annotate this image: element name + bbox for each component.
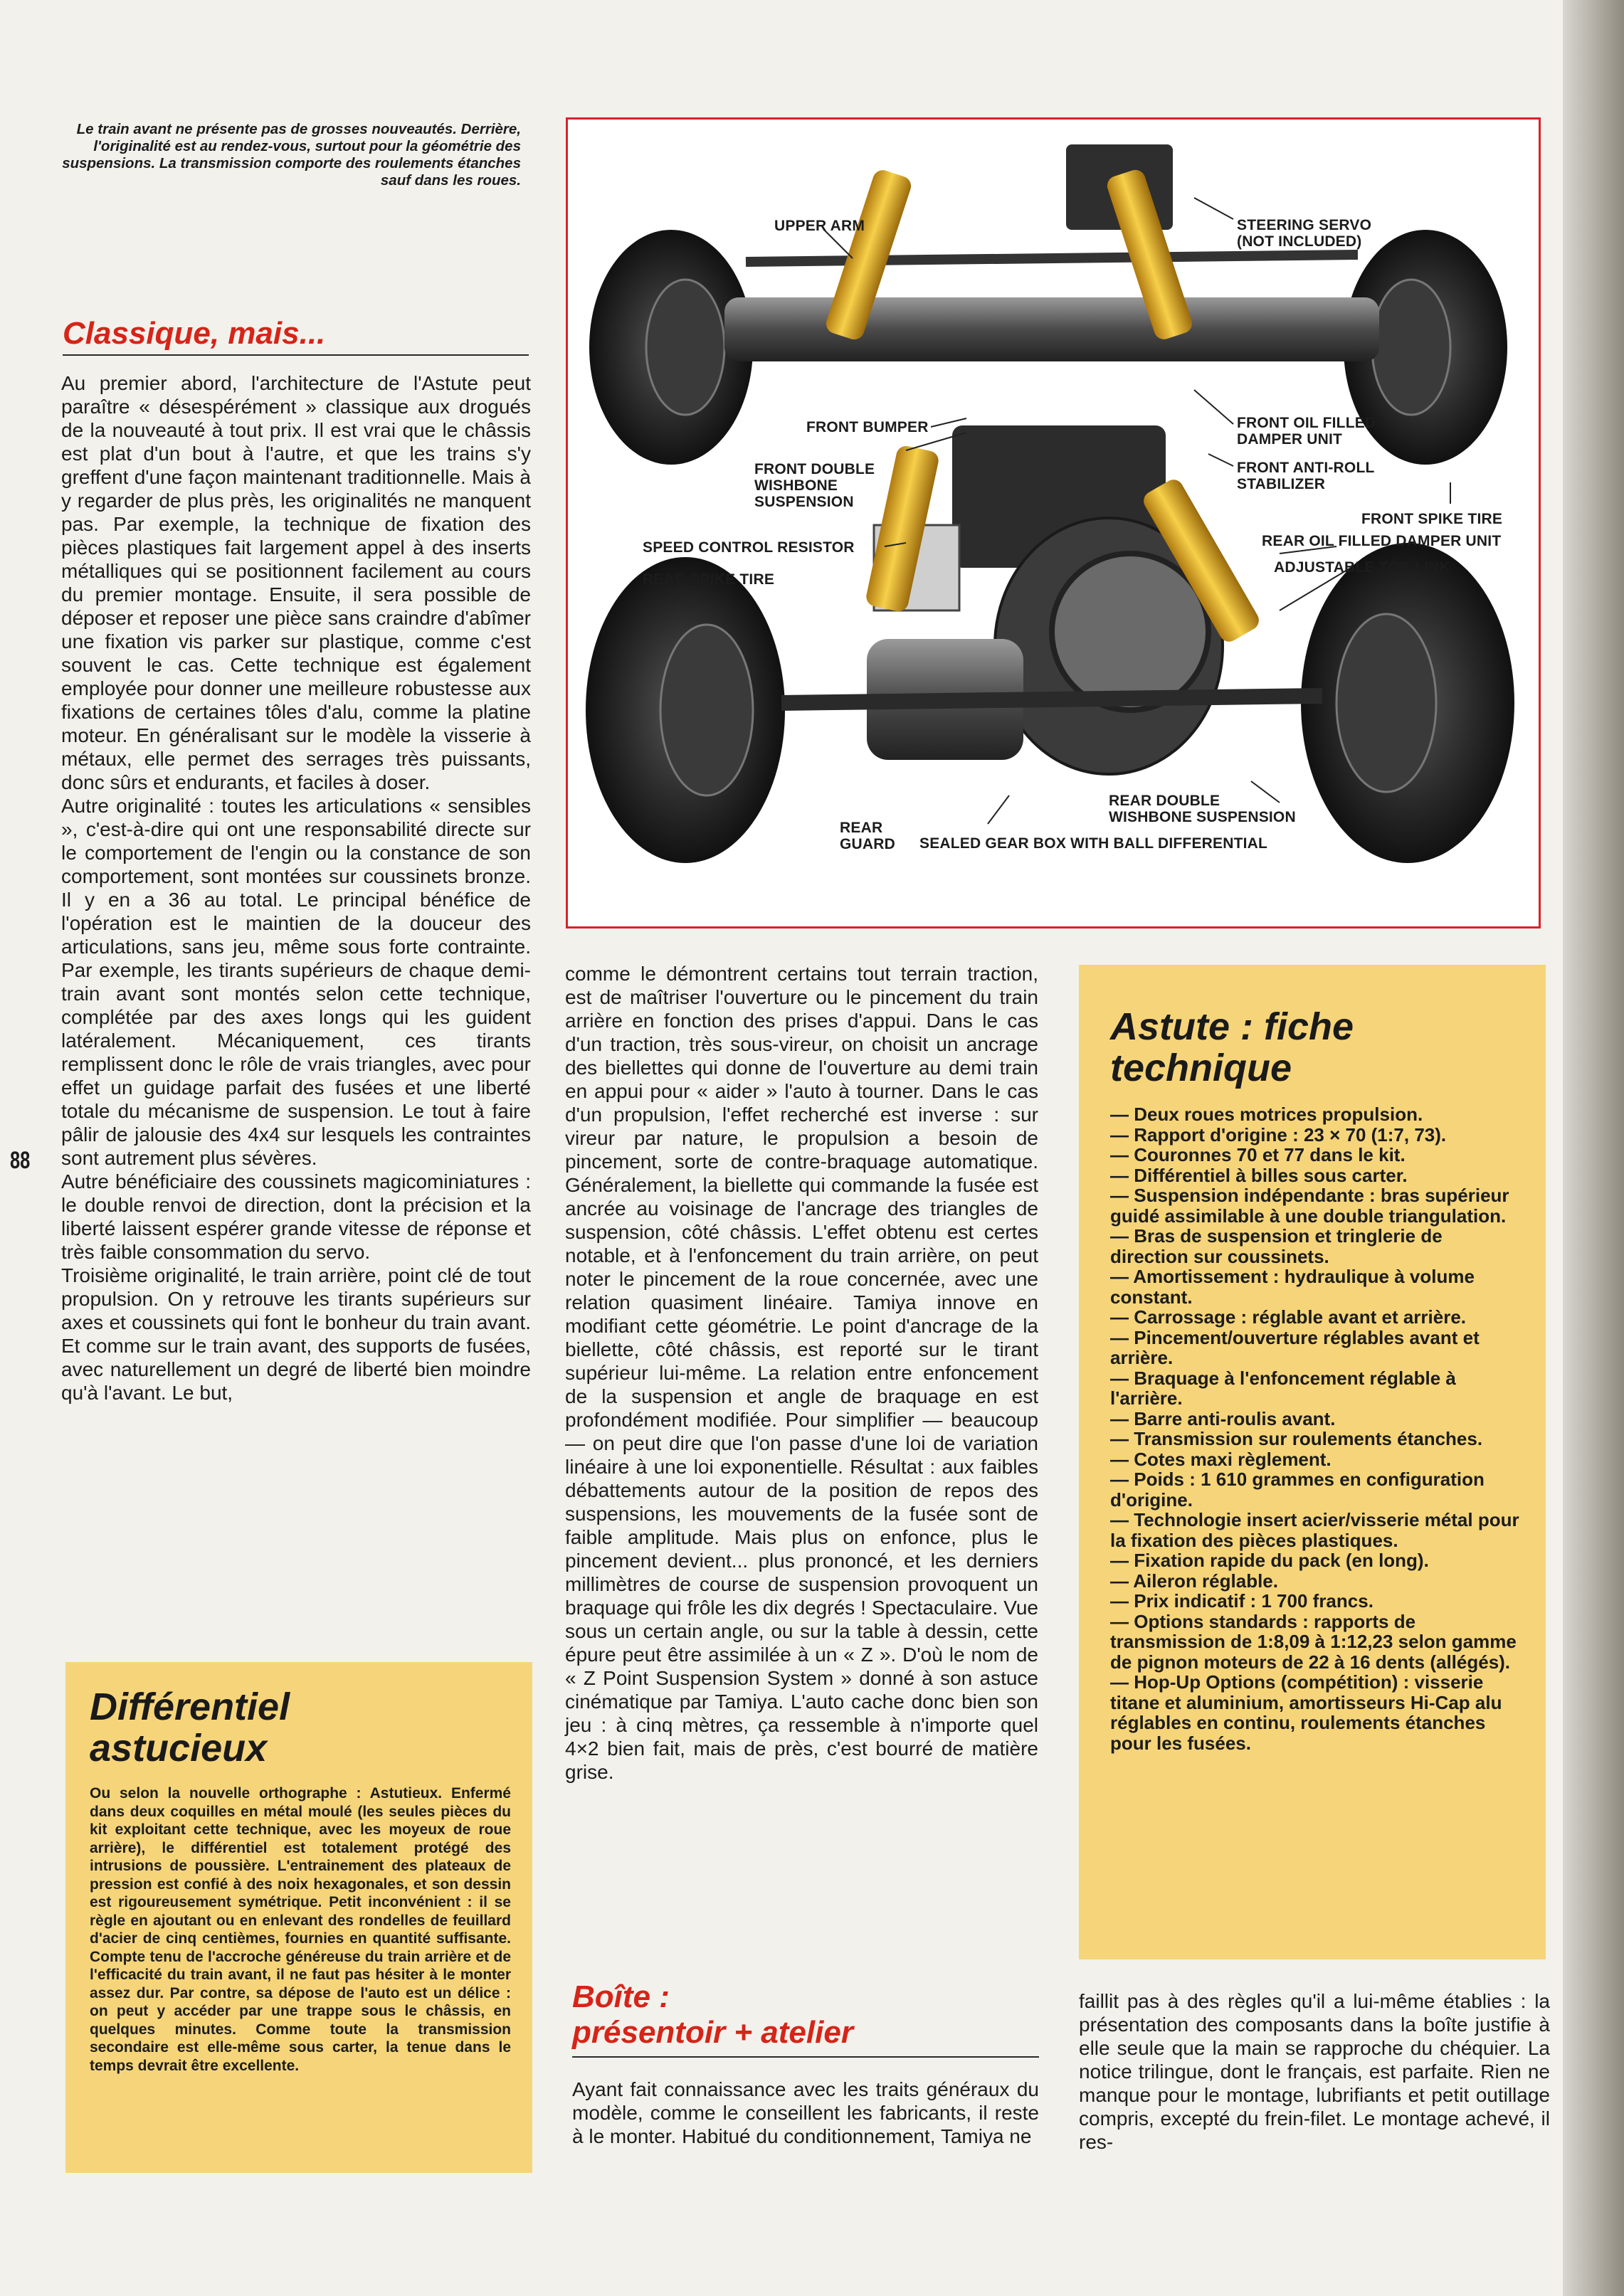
spec-item: — Rapport d'origine : 23 × 70 (1:7, 73). [1110,1123,1447,1146]
sidebar-box-differentiel [65,1662,532,2173]
figure-caption: Le train avant ne présente pas de grosses nouveautés. Derrière, l'originalité est au rendez-vous, surtout pour la géométrie des suspensions. La transmission comporte des roulements étanches sauf dans les roues. [62,121,521,189]
label-upper-arm: UPPER ARM [774,218,865,234]
sidebar-box-fiche-technique [1079,965,1546,1959]
spec-item: — Braquage à l'enfoncement réglable à l'arrière. [1110,1367,1456,1409]
spur-gear [1052,554,1208,710]
box-text-differentiel: Ou selon la nouvelle orthographe : Astutieux. Enfermé dans deux coquilles en métal moulé (les seules pièces du kit exploitant cette technique, avec les moyeux de roue arrière), le différentiel est totalement protégé des intrusions de poussière. L'entrainement des plateaux de pression est confié à des noix hexagonales, et son dessin est rigoureusement symétrique. Petit inconvénient : il se règle en ajoutant ou en enlevant des rondelles de feuillard d'acier de cinq centièmes, fournies en quantité suffisante. Compte tenu de l'accroche généreuse du train arrière et de l'efficacité du train avant, il ne faut pas hésiter à le monter assez dur. Par contre, sa dépose de l'auto est un délice : on peut y accéder par une trappe sous le châssis, en quelques minutes. Comme toute la transmission secondaire est elle-même sous carter, la tenue dans le temps devrait être excellente. [90,1785,511,2074]
section-heading-boite [572,1979,1039,2058]
chassis-illustration [566,117,1541,929]
page-number: 88 [10,1147,31,1174]
spec-item: — Aileron réglable. [1110,1570,1278,1592]
spec-item: — Différentiel à billes sous carter. [1110,1164,1408,1186]
front-chassis-plate [724,297,1379,361]
box-title-line: astucieux [90,1727,268,1769]
spec-item: — Technologie insert acier/visserie métal pour la fixation des pièces plastiques. [1110,1509,1519,1551]
spec-item: — Carrossage : réglable avant et arrière. [1110,1306,1467,1328]
column-1-text [61,371,531,1404]
spec-item: — Options standards : rapports de transmission de 1:8,09 à 1:12,23 selon gamme de pignon moteurs de 22 à 16 dents (allégés). [1110,1610,1517,1673]
label-front-spike-tire: FRONT SPIKE TIRE [1361,511,1503,527]
rear-right-tire [1301,543,1514,863]
paragraph: Au premier abord, l'architecture de l'Astute peut paraître « désespérément » classique aux drogués de la nouveauté à tout prix. Il est vrai que le châssis est plat d'un bout à l'autre, et que les trains s'y greffent d'une façon maintenant traditionnelle. Mais à y regarder de plus près, les originalités ne manquent pas. Par exemple, la technique de fixation des pièces plastiques fait largement appel à des inserts métalliques qui se positionnent facilement au cours du premier montage. Ensuite, il sera possible de déposer et reposer une pièce sans craindre d'abîmer une fixation vis parker sur plastique, comme c'est souvent le cas. Cette technique est également employée pour donner une meilleure robustesse aux fixations de certaines tôles d'alu, comme la platine moteur. En généralisant sur le modèle la visserie à métaux, elle permet des serrages très puissants, donc sûrs et endurants, et faciles à doser. [61,372,531,793]
section-2-text: Ayant fait connaissance avec les traits généraux du modèle, comme le conseillent les fabricants, il reste à le monter. Habitué du conditionnement, Tamiya ne [572,2078,1039,2147]
label-rear-double-wishbone: REAR DOUBLE WISHBONE SUSPENSION [1109,793,1296,825]
label-front-double-wishbone: FRONT DOUBLE WISHBONE SUSPENSION [754,461,875,510]
spec-item: — Fixation rapide du pack (en long). [1110,1550,1429,1571]
spec-item: — Prix indicatif : 1 700 francs. [1110,1590,1373,1612]
spec-item: — Barre anti-roulis avant. [1110,1407,1336,1429]
spec-item: — Amortissement : hydraulique à volume constant. [1110,1266,1475,1308]
label-sealed-gear-box: SEALED GEAR BOX WITH BALL DIFFERENTIAL [919,835,1268,852]
label-adjustable-toe-link: ADJUSTABLE TOE-LINK [1274,559,1451,576]
label-front-bumper: FRONT BUMPER [806,419,929,435]
spec-item: — Transmission sur roulements étanches. [1110,1428,1483,1449]
heading-line: présentoir + atelier [572,2015,853,2050]
spec-item: — Hop-Up Options (compétition) : visserie titane et aluminium, amortisseurs Hi-Cap alu réglables en continu, roulements étanches pour les fusées. [1110,1671,1502,1754]
column-3-text: faillit pas à des règles qu'il a lui-même établies : la présentation des composants dans la boîte justifie à elle seule que la main se rapproche du chéquier. La notice trilingue, dont le français, est parfaite. Rien ne manque pour le montage, lubrifiants et petit outillage compris, excepté du frein-filet. Le montage achevé, il res- [1079,1990,1550,2153]
heading-line: Boîte : [572,1979,670,2014]
spec-item: — Deux roues motrices propulsion. [1110,1104,1423,1125]
label-rear-spike-tire: REAR SPIKE TIRE [643,571,775,588]
spec-item: — Cotes maxi règlement. [1110,1448,1332,1470]
label-steering-servo: STEERING SERVO (NOT INCLUDED) [1237,217,1372,250]
page-gutter-shadow [1563,0,1624,2296]
label-speed-control-resistor: SPEED CONTROL RESISTOR [643,539,855,556]
paragraph: Autre originalité : toutes les articulations « sensibles », c'est-à-dire qui ont une responsabilité directe sur le comportement de l'engin ou la constance de son comportement, sont montées sur coussinets bronze. Il y en a 36 au total. Le principal bénéfice de l'opération est le maintien de la douceur des articulations, sans jeu, même sous forte contrainte. Par exemple, les tirants supérieurs de chaque demi-train avant sont montés selon cette technique, complétée par des axes longs qui les guident latéralement. Mécaniquement, ces tirants remplissent donc le rôle de vrais triangles, avec pour effet un guidage parfait des fusées et une liberté totale du mécanisme de suspension. Le tout à faire pâlir de jalousie des 4x4 sur lesquels les contraintes sont autrement plus sévères. [61,795,531,1169]
front-upper-arm-bar [746,255,1358,262]
column-2-text: comme le démontrent certains tout terrain traction, est de maîtriser l'ouverture ou le pincement du train arrière en fonction des prises d'appui. Dans le cas d'un traction, très sous-vireur, on choisit un ancrage des biellettes qui donne de l'ouverture au demi train en appui pour « aider » l'auto à tourner. Dans le cas d'un propulsion, l'effet recherché est inverse : sur vireur par nature, le propulsion a besoin de pincement, sorte de contre-braquage automatique. Généralement, la biellette qui commande la fusée est ancrée au voisinage de l'ancrage des triangles de suspension, côté châssis. L'effet obtenu est certes notable, et à l'enfoncement du train arrière, on peut noter le pincement de la roue concernée, avec une relation quasiment linéaire. Tamiya innove en modifiant cette géométrie. Le point d'ancrage de la biellette, côté châssis, est reporté sur le tirant supérieur lui-même. La relation entre enfoncement de la suspension et angle de braquage en est profondément modifiée. Pour simplifier — beaucoup — on peut dire que l'on passe d'une loi de variation linéaire à une loi exponentielle. Résultat : aux faibles débattements autour de la position de repos des suspensions, les mouvements de la fusée sont de faible amplitude. Mais plus on enfonce, plus le pincement devient... plus prononcé, et les derniers millimètres de course de suspension provoquent un braquage qui frôle les dix degrés ! Spectaculaire. Vue sous un certain angle, ou sur la table à dessin, cette épure peut être assimilée à un « Z ». D'où le nom de « Z Point Suspension System » donné à son astuce cinématique par Tamiya. L'auto cache donc bien son jeu : à cinq mètres, ça ressemble à n'importe quel 4×2 bien fait, mais de près, c'est bourré de matière grise. [565,963,1038,1783]
box-title-fiche [1110,1006,1522,1089]
spec-list [1110,1104,1522,1753]
label-rear-oil-damper: REAR OIL FILLED DAMPER UNIT [1262,533,1502,549]
label-front-anti-roll: FRONT ANTI-ROLL STABILIZER [1237,460,1375,492]
box-title-differentiel [90,1686,511,1769]
spec-item: — Suspension indépendante : bras supérieur guidé assimilable à une double triangulation. [1110,1185,1509,1227]
rear-drive-axle [781,696,1322,703]
spec-item: — Couronnes 70 et 77 dans le kit. [1110,1144,1406,1165]
paragraph: Troisième originalité, le train arrière, point clé de tout propulsion. On y retrouve les tirants supérieurs sur axes et coussinets qui font le bonheur du train avant. Et comme sur le train avant, des supports de fusées, avec naturellement un degré de liberté bien moindre qu'à l'avant. Le but, [61,1264,531,1404]
rear-left-tire [586,557,785,863]
box-title-line: technique [1110,1047,1292,1089]
box-title-line: Astute : fiche [1110,1005,1354,1048]
label-rear-guard: REAR GUARD [840,820,895,852]
label-front-oil-damper: FRONT OIL FILLED DAMPER UNIT [1237,415,1376,448]
box-title-line: Différentiel [90,1686,290,1728]
spec-item: — Pincement/ouverture réglables avant et arrière. [1110,1326,1480,1368]
spec-item: — Poids : 1 610 grammes en configuration d'origine. [1110,1469,1485,1511]
paragraph: Autre bénéficiaire des coussinets magicominiatures : le double renvoi de direction, dont la précision et la liberté laissent espérer grande vitesse de réponse et très faible consommation du servo. [61,1170,531,1263]
spec-item: — Bras de suspension et tringlerie de direction sur coussinets. [1110,1225,1443,1267]
section-heading-classique: Classique, mais... [63,313,529,356]
